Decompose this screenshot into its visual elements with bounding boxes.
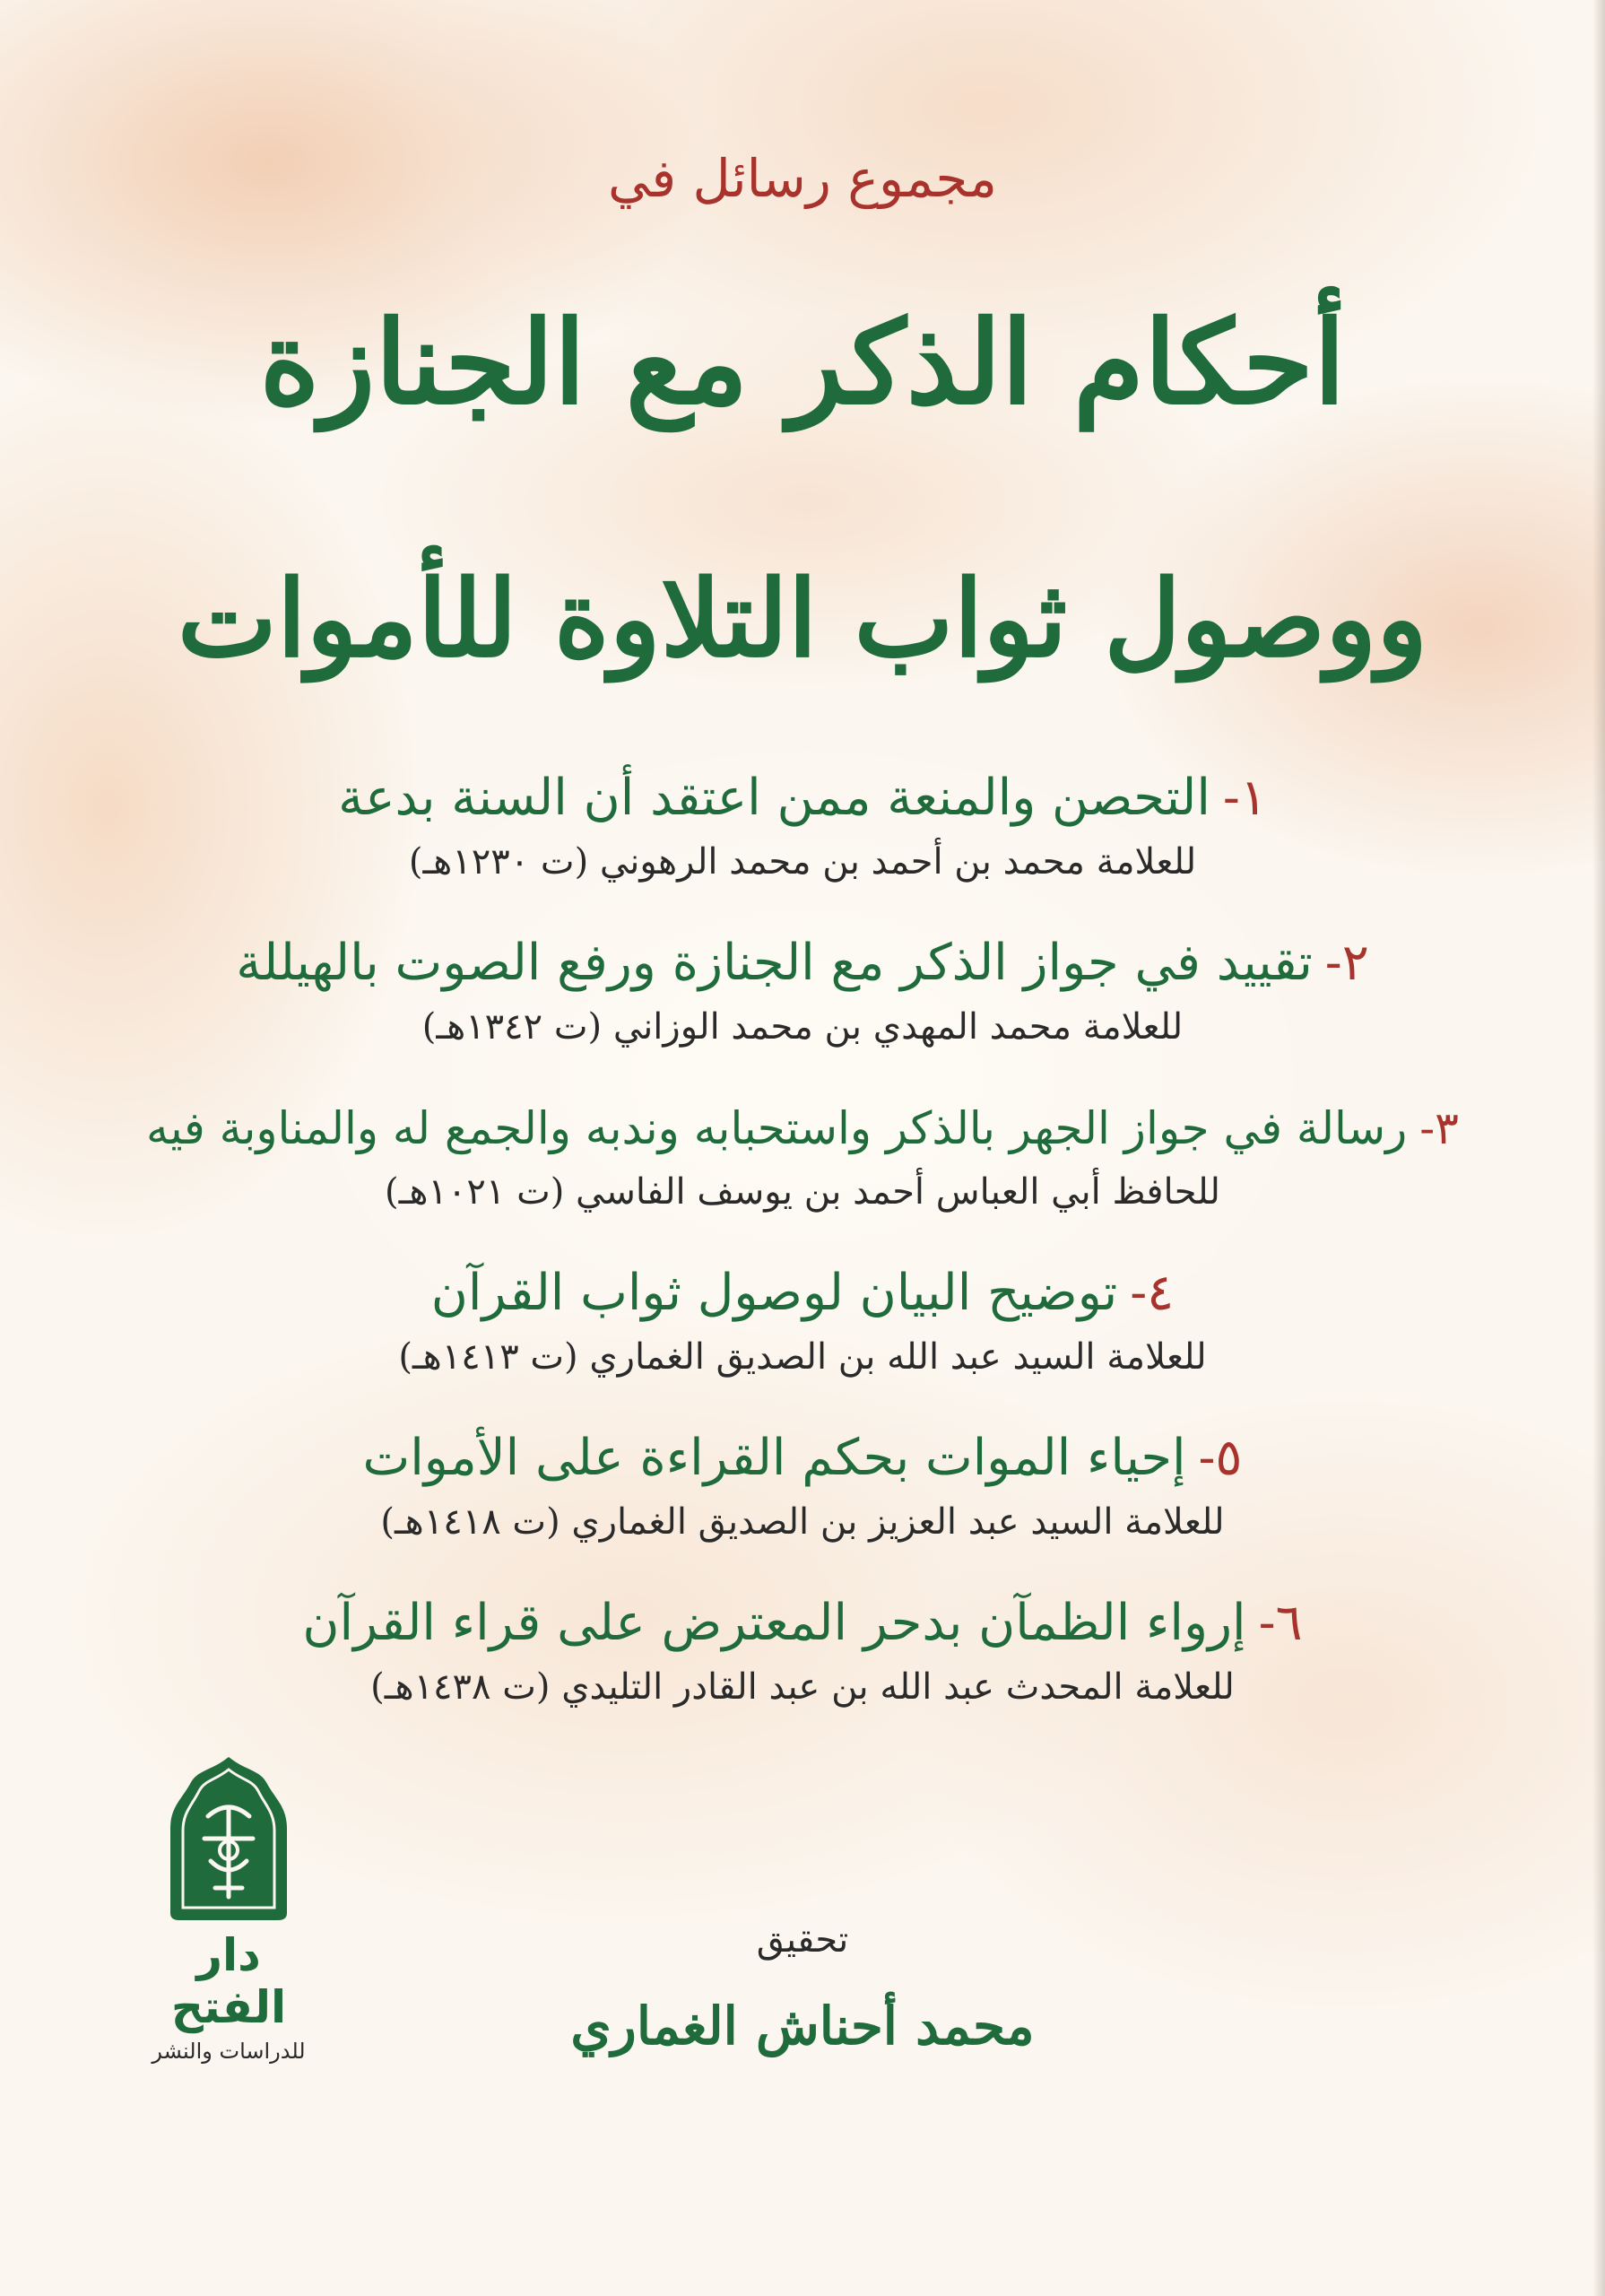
treatise-item bbox=[143, 762, 1462, 890]
treatise-item bbox=[143, 1587, 1462, 1715]
treatise-item bbox=[143, 1422, 1462, 1550]
treatise-item bbox=[143, 1092, 1462, 1220]
treatise-title bbox=[143, 927, 1462, 999]
treatise-item bbox=[143, 927, 1462, 1055]
treatise-author: للعلامة السيد عبد الله بن الصديق الغماري (ت ١٤١٣هـ) bbox=[398, 1336, 1207, 1378]
treatise-title bbox=[143, 762, 1462, 834]
treatise-author: للحافظ أبي العباس أحمد بن يوسف الفاسي (ت ١٠٢١هـ) bbox=[385, 1171, 1220, 1213]
treatise-title-text: توضيح البيان لوصول ثواب القرآن bbox=[430, 1264, 1118, 1322]
treatise-author: للعلامة المحدث عبد الله بن عبد القادر التليدي (ت ١٤٣٨هـ) bbox=[370, 1666, 1235, 1708]
treatise-title-text: إحياء الموات بحكم القراءة على الأموات bbox=[362, 1429, 1186, 1487]
main-title-line-1: أحكام الذكر مع الجنازة bbox=[259, 296, 1346, 430]
tahqiq-label: تحقيق bbox=[756, 1919, 849, 1961]
treatise-title-text: رسالة في جواز الجهر بالذكر واستحبابه وندبه والجمع له والمناوبة فيه bbox=[145, 1102, 1408, 1154]
treatise-author: للعلامة محمد المهدي بن محمد الوزاني (ت ١٣٤٢هـ) bbox=[421, 1006, 1184, 1048]
treatise-title-text: إرواء الظمآن بدحر المعترض على قراء القرآن bbox=[302, 1594, 1246, 1652]
treatise-number: ٤- bbox=[1130, 1264, 1175, 1322]
treatise-title bbox=[143, 1257, 1462, 1329]
main-title-line-2: ووصول ثواب التلاوة للأموات bbox=[177, 556, 1428, 681]
treatise-author: للعلامة محمد بن أحمد بن محمد الرهوني (ت ١٢٣٠هـ) bbox=[408, 841, 1197, 883]
treatise-number: ١- bbox=[1222, 769, 1267, 827]
treatise-title bbox=[143, 1422, 1462, 1494]
publisher-subtitle: للدراسات والنشر bbox=[152, 2039, 306, 2064]
publisher-logo bbox=[143, 1753, 314, 2064]
treatise-title bbox=[143, 1587, 1462, 1659]
treatise-author: للعلامة السيد عبد العزيز بن الصديق الغماري (ت ١٤١٨هـ) bbox=[380, 1501, 1225, 1543]
treatise-number: ٣- bbox=[1419, 1102, 1460, 1154]
treatise-title bbox=[143, 1092, 1462, 1164]
treatise-title-text: تقييد في جواز الذكر مع الجنازة ورفع الصوت بالهيللة bbox=[236, 934, 1313, 992]
treatise-item bbox=[143, 1257, 1462, 1385]
series-label: مجموع رسائل في bbox=[608, 148, 997, 209]
treatise-number: ٥- bbox=[1198, 1429, 1243, 1487]
treatise-title-text: التحصن والمنعة ممن اعتقد أن السنة بدعة bbox=[338, 769, 1210, 827]
publisher-name: دار الفتح bbox=[170, 1929, 287, 2033]
editor-name: محمد أحناش الغماري bbox=[570, 1996, 1035, 2057]
treatise-list bbox=[143, 762, 1462, 1752]
page-edge-shadow bbox=[1592, 0, 1605, 2296]
treatise-number: ٢- bbox=[1324, 934, 1369, 992]
treatise-number: ٦- bbox=[1258, 1594, 1303, 1652]
publisher-emblem-icon bbox=[161, 1753, 296, 1924]
